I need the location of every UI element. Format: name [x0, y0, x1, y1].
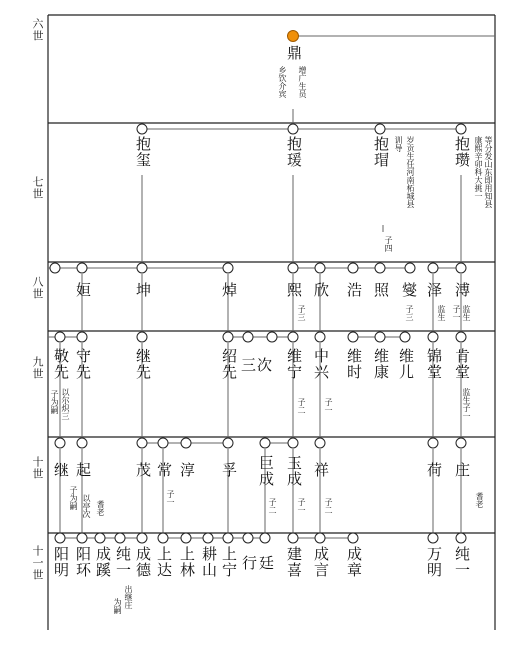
person-hao: 浩	[345, 282, 363, 298]
note-shouxian: 以尔炽三	[61, 388, 70, 420]
note-baozan-2: 等分发山东即用知县	[484, 136, 493, 208]
person-xiang: 祥	[312, 462, 330, 478]
person-shouxian: 守先	[74, 348, 92, 380]
person-kentang: 肯堂	[453, 348, 471, 380]
person-baozan: 抱瓒	[453, 136, 471, 168]
person-chunyi-a: 纯一	[114, 546, 132, 578]
person-baoyuan: 抱瑗	[285, 136, 303, 168]
person-xin: 欣	[312, 282, 330, 298]
generation-label-11: 十一世	[31, 545, 44, 581]
note-baozan-1: 康熙辛卯科大挑一	[474, 136, 483, 200]
person-chengxi: 成蹊	[94, 546, 112, 578]
person-xing: 行	[240, 555, 258, 571]
person-weishi: 维时	[345, 348, 363, 380]
note-xie: 子三	[405, 305, 414, 321]
person-chengde: 成德	[134, 546, 152, 578]
person-chengzhang: 成章	[345, 546, 363, 578]
note-chunyi-b: 为嗣	[113, 598, 122, 614]
person-chang: 常	[155, 462, 173, 478]
note-zhongxing: 子一	[324, 398, 333, 414]
note-pu-2: 监生	[462, 305, 471, 321]
generation-label-8: 八世	[31, 276, 44, 300]
person-chengyan: 成言	[312, 546, 330, 578]
person-gengshan: 耕山	[200, 546, 218, 578]
person-shangning: 上宁	[220, 546, 238, 578]
note-jucheng: 子二	[268, 498, 277, 514]
person-jingxian: 敬先	[52, 348, 70, 380]
person-zhongxing: 中兴	[312, 348, 330, 380]
note-ze: 监生	[437, 305, 446, 321]
note-qi: 以亭次	[82, 494, 91, 518]
person-weikang: 维康	[372, 348, 390, 380]
person-yucheng: 玉成	[285, 455, 303, 487]
note-qi-b: 耆老	[96, 500, 105, 516]
person-ze: 泽	[425, 282, 443, 298]
person-weining: 维宁	[285, 348, 303, 380]
person-jintang: 锦堂	[425, 348, 443, 380]
person-qi: 起	[74, 462, 92, 478]
note-chunyi: 出继庄	[124, 585, 133, 609]
note-yucheng: 子一	[297, 498, 306, 514]
person-xie: 燮	[400, 282, 418, 298]
note-mao: 子一	[166, 490, 175, 506]
person-baoxi: 抱玺	[134, 136, 152, 168]
person-sanci: 三次	[241, 356, 274, 374]
person-pu: 溥	[453, 282, 471, 298]
person-zhuang: 庄	[453, 462, 471, 478]
note-ding-2: 增广生员	[298, 66, 307, 98]
note-jingxian: 子为嗣	[50, 390, 59, 414]
person-shanglin: 上林	[178, 546, 196, 578]
person-jixian: 继先	[134, 348, 152, 380]
person-mao: 茂	[134, 462, 152, 478]
person-zhuo: 焯	[220, 282, 238, 298]
note-xi: 子三	[297, 305, 306, 321]
person-ji: 继	[52, 462, 70, 478]
person-ding: 鼎	[285, 45, 303, 61]
person-ting: 廷	[257, 555, 275, 571]
note-pu-1: 子一	[452, 305, 461, 321]
generation-label-9: 九世	[31, 356, 44, 380]
note-baomao-2: 岁贡生任河南柘城县	[406, 136, 415, 208]
person-shaoxian: 绍先	[220, 348, 238, 380]
person-yanghuan: 阳环	[74, 546, 92, 578]
person-xi: 熙	[285, 282, 303, 298]
note-zhuang: 耆老	[475, 492, 484, 508]
generation-label-10: 十世	[31, 456, 44, 480]
person-zhao: 照	[372, 282, 390, 298]
person-yangming: 阳明	[52, 546, 70, 578]
person-jucheng: 巨成	[257, 455, 275, 487]
person-fu: 孚	[220, 462, 238, 478]
person-chun: 淳	[178, 462, 196, 478]
note-kentang: 监生子一	[462, 388, 471, 420]
note-xiang: 子二	[324, 498, 333, 514]
person-kun: 坤	[134, 282, 152, 298]
generation-label-6: 六世	[31, 18, 44, 42]
person-he: 荷	[425, 462, 443, 478]
person-baomao: 抱瑁	[372, 136, 390, 168]
person-shangda: 上达	[155, 546, 173, 578]
person-weier: 维儿	[397, 348, 415, 380]
note-ji: 子为嗣	[69, 486, 78, 510]
person-heng: 姮	[74, 282, 92, 298]
note-baomao-sons: 子四	[384, 236, 393, 252]
person-wanming: 万明	[425, 546, 443, 578]
generation-label-7: 七世	[31, 176, 44, 200]
person-chunyi-b: 纯一	[453, 546, 471, 578]
note-weining: 子二	[297, 398, 306, 414]
note-baomao-1: 训导	[394, 136, 403, 152]
person-jianxi: 建喜	[285, 546, 303, 578]
note-ding-1: 乡饮介宾	[278, 66, 287, 98]
